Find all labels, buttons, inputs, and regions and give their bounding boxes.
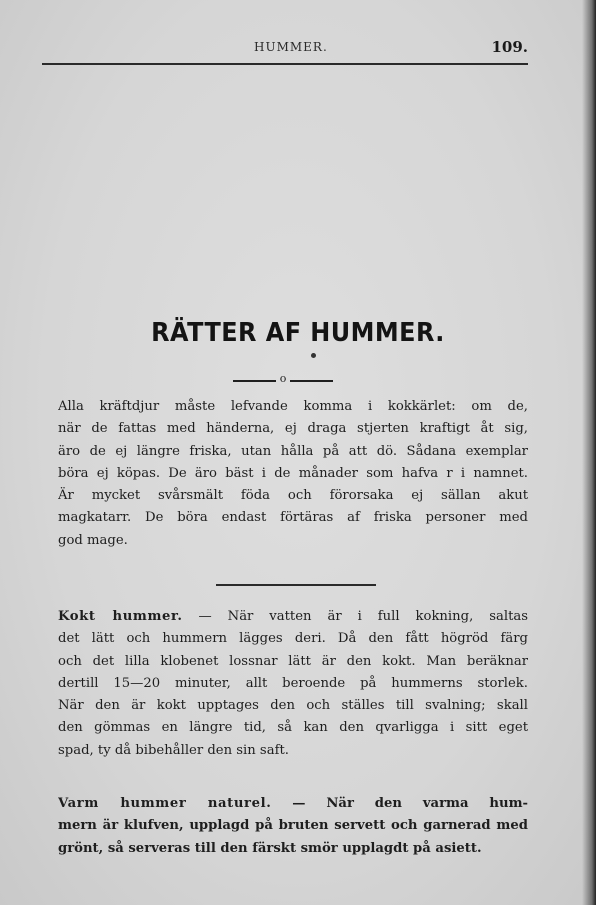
- text-line: Är mycket svårsmält föda och förorsaka ej sällan akut: [58, 488, 528, 504]
- header-rule: [42, 63, 528, 65]
- running-head: [40, 38, 528, 60]
- recipe-heading: Varm hummer naturel.: [58, 796, 272, 811]
- text-line: När den är kokt upptages den och ställes till svalning; skall: [58, 698, 528, 714]
- text-line: och det lilla klobenet lossnar lätt är den kokt. Man beräknar: [58, 653, 528, 669]
- text-line: när de fattas med händerna, ej draga stjerten kraftigt åt sig,: [58, 421, 528, 437]
- text-line: mern är klufven, upplagd på bruten servett och garnerad med: [58, 818, 528, 834]
- text-line: böra ej köpas. De äro bäst i de månader som hafva r i namnet.: [58, 465, 528, 481]
- page-number: 109.: [491, 38, 528, 56]
- text-line: den gömmas en längre tid, så kan den qvarligga i sitt eget: [58, 720, 528, 736]
- section-divider: [216, 584, 376, 586]
- text-line: [58, 793, 528, 815]
- page-edge-shadow: [582, 0, 596, 905]
- paragraph-varm-hummer: [58, 793, 528, 860]
- ornament-line-right: [290, 380, 333, 382]
- text-line: magkatarr. De böra endast förtäras af friska personer med: [58, 510, 528, 526]
- chapter-title: RÄTTER AF HUMMER.: [151, 318, 445, 348]
- running-head-title: HUMMER.: [254, 40, 328, 54]
- paragraph-intro: [58, 396, 528, 552]
- text-line: Alla kräftdjur måste lefvande komma i kokkärlet: om de,: [58, 399, 528, 414]
- text-line: [58, 606, 528, 628]
- text-line: grönt, så serveras till den färskt smör upplagdt på asiett.: [58, 840, 482, 856]
- paragraph-kokt-hummer: [58, 606, 528, 762]
- text-line: äro de ej längre friska, utan hålla på att dö. Sådana exemplar: [58, 443, 528, 459]
- text-run: — När vatten är i full kokning, saltas: [182, 609, 528, 624]
- ornament-letter: o: [279, 372, 287, 385]
- text-line: god mage.: [58, 532, 128, 548]
- recipe-heading: Kokt hummer.: [58, 609, 183, 624]
- text-line: dertill 15—20 minuter, allt beroende på hummerns storlek.: [58, 675, 528, 691]
- text-run: — När den varma hum-: [271, 796, 528, 811]
- title-dot: [311, 353, 316, 358]
- title-ornament: [233, 373, 333, 389]
- ornament-line-left: [233, 380, 276, 382]
- text-line: det lätt och hummern lägges deri. Då den fått högröd färg: [58, 631, 528, 647]
- text-line: spad, ty då bibehåller den sin saft.: [58, 742, 289, 758]
